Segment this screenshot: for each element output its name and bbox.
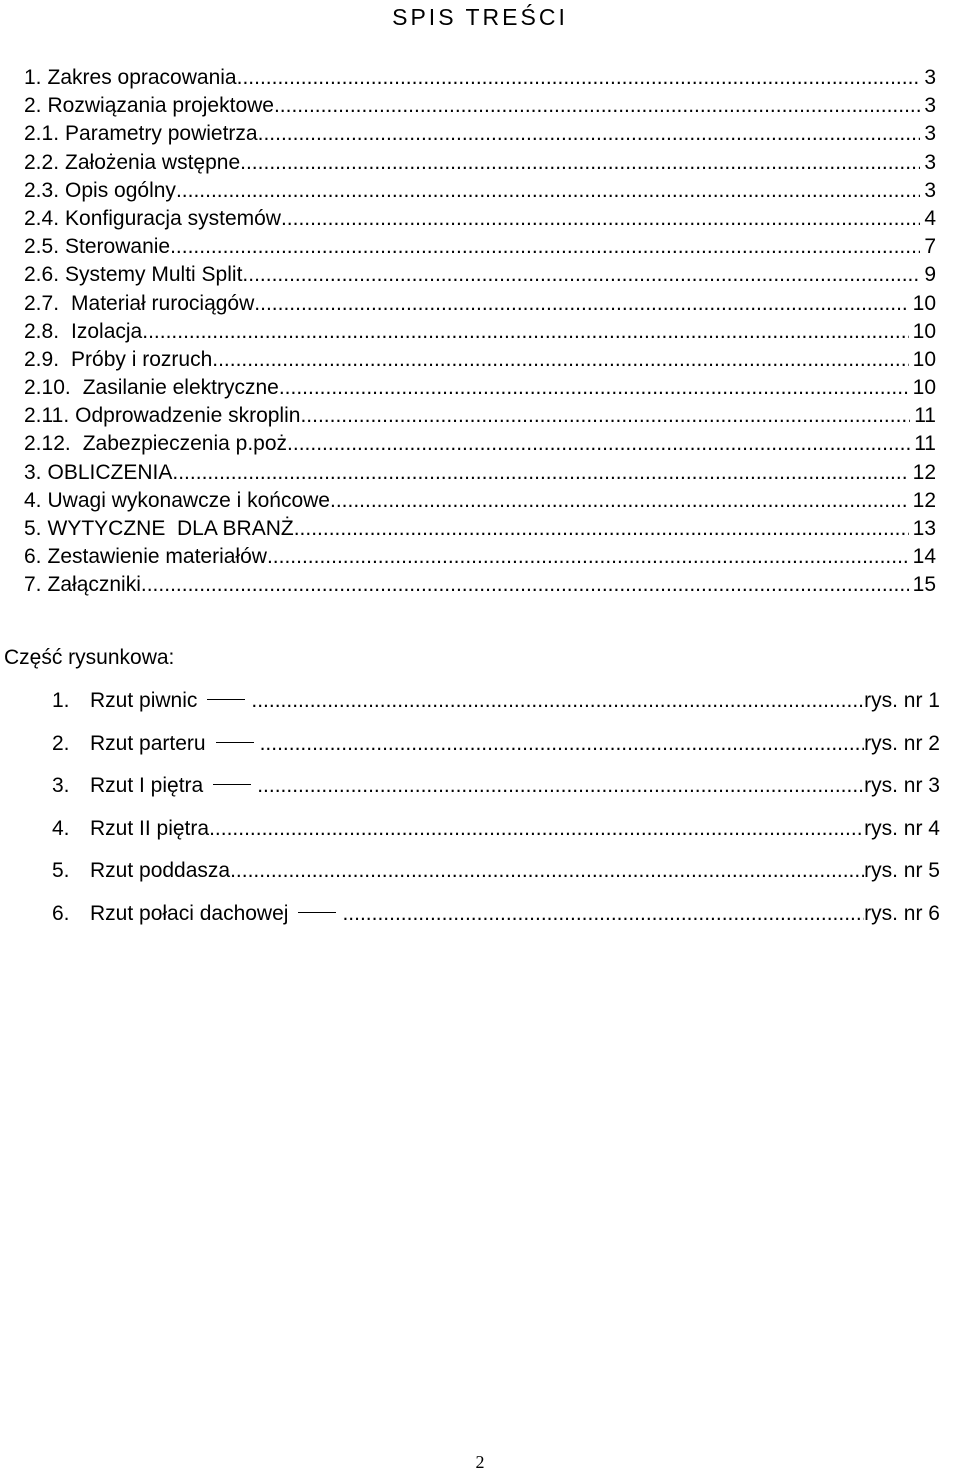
drawing-leader-dots bbox=[251, 686, 864, 716]
drawing-entry-label: Rzut parteru bbox=[90, 731, 206, 755]
toc-entry-page: 13 bbox=[912, 517, 936, 540]
toc-entry bbox=[24, 374, 960, 402]
toc-entry-page: 10 bbox=[912, 347, 936, 371]
drawing-entry-label: Rzut II piętra bbox=[90, 816, 210, 840]
toc-entry-label: Zabezpieczenia p.poż. bbox=[82, 432, 293, 456]
toc-entry-page: 10 bbox=[912, 291, 936, 315]
toc-entry-label: Odprowadzenie skroplin bbox=[75, 404, 301, 428]
toc-leader-dots bbox=[274, 92, 920, 120]
drawing-entry-ref: rys. nr 2 bbox=[864, 731, 940, 755]
drawing-leader-dots bbox=[230, 856, 864, 886]
drawing-entry-number: 3. bbox=[52, 774, 70, 798]
toc-leader-dots bbox=[141, 571, 909, 599]
toc-entry-number: 3. bbox=[24, 460, 42, 484]
drawing-entry bbox=[52, 856, 952, 899]
toc-entry-number: 2. bbox=[24, 94, 42, 118]
dash-separator bbox=[298, 912, 336, 913]
toc-entry-label: Opis ogólny bbox=[65, 178, 176, 202]
toc-entry bbox=[24, 177, 960, 205]
toc-entry-number: 2.2. bbox=[24, 150, 60, 174]
toc-entry-number: 2.11. bbox=[24, 404, 70, 428]
toc-entry-label: Systemy Multi Split bbox=[65, 263, 243, 287]
drawing-entry-ref: rys. nr 6 bbox=[864, 901, 940, 925]
toc-entry-page: 12 bbox=[912, 460, 936, 484]
dash-separator bbox=[216, 742, 254, 743]
toc-entry-page: 15 bbox=[912, 573, 936, 597]
toc-entry-number: 2.5. bbox=[24, 235, 60, 259]
toc-entry-label: Sterowanie bbox=[65, 235, 171, 259]
toc-leader-dots bbox=[170, 233, 920, 261]
toc-leader-dots bbox=[267, 543, 909, 571]
toc-leader-dots bbox=[281, 205, 920, 233]
drawing-leader-dots bbox=[342, 899, 864, 929]
drawing-entry-ref: rys. nr 5 bbox=[864, 859, 940, 883]
toc-leader-dots bbox=[330, 487, 909, 515]
toc-entry-label: Zakres opracowania bbox=[47, 66, 237, 89]
toc-entry-page: 4 bbox=[924, 206, 936, 230]
drawings-list bbox=[52, 686, 952, 942]
toc-leader-dots bbox=[212, 346, 908, 374]
toc-entry-number: 2.12. bbox=[24, 432, 71, 456]
toc-entry-number: 2.7. bbox=[24, 291, 60, 315]
toc-entry bbox=[24, 402, 960, 430]
toc-entry bbox=[24, 290, 960, 318]
dash-separator bbox=[207, 699, 245, 700]
toc-entry-page: 9 bbox=[924, 263, 936, 287]
toc-entry-number: 4. bbox=[24, 488, 42, 512]
toc-entry bbox=[24, 571, 960, 599]
toc-entry-label: Zasilanie elektryczne bbox=[82, 376, 279, 400]
toc-entry bbox=[24, 346, 960, 374]
toc-entry bbox=[24, 149, 960, 177]
toc-entry bbox=[24, 92, 960, 120]
drawing-entry-label: Rzut poddasza bbox=[90, 859, 231, 883]
toc-entry-page: 3 bbox=[924, 178, 936, 202]
drawing-entry-ref: rys. nr 1 bbox=[864, 689, 940, 712]
toc-entry-page: 10 bbox=[912, 376, 936, 400]
drawing-entry-label: Rzut I piętra bbox=[90, 774, 204, 798]
toc-leader-dots bbox=[172, 459, 908, 487]
toc-entry-label: Konfiguracja systemów bbox=[65, 206, 281, 230]
toc-leader-dots bbox=[242, 261, 920, 289]
toc-entry bbox=[24, 430, 960, 458]
toc-leader-dots bbox=[254, 290, 908, 318]
toc-entry-page: 11 bbox=[914, 432, 936, 456]
toc-entry-page: 7 bbox=[924, 235, 936, 259]
toc-entry-number: 5. bbox=[24, 517, 42, 540]
toc-leader-dots bbox=[176, 177, 920, 205]
toc-entry-label: Izolacja bbox=[71, 319, 143, 343]
toc-leader-dots bbox=[300, 402, 910, 430]
toc-entry-page: 14 bbox=[912, 545, 936, 569]
drawing-entry-number: 2. bbox=[52, 731, 70, 755]
drawing-entry bbox=[52, 771, 952, 814]
toc-entry bbox=[24, 543, 960, 571]
toc-entry-number: 1. bbox=[24, 66, 42, 89]
toc-entry-number: 6. bbox=[24, 545, 42, 569]
toc-entry bbox=[24, 515, 960, 543]
drawing-entry bbox=[52, 729, 952, 772]
toc-entry bbox=[24, 318, 960, 346]
drawing-entry-label: Rzut połaci dachowej bbox=[90, 901, 289, 925]
toc-entry-number: 2.8. bbox=[24, 319, 60, 343]
dash-separator bbox=[213, 784, 251, 785]
toc-entry-label: WYTYCZNE DLA BRANŻ bbox=[47, 517, 294, 540]
toc-entry-number: 2.6. bbox=[24, 263, 60, 287]
drawing-entry-number: 1. bbox=[52, 689, 70, 712]
toc-entry-label: OBLICZENIA bbox=[47, 460, 173, 484]
toc-entry-page: 3 bbox=[924, 150, 936, 174]
drawing-leader-dots bbox=[260, 729, 865, 759]
drawing-leader-dots bbox=[209, 814, 864, 844]
toc-entry-label: Uwagi wykonawcze i końcowe bbox=[47, 488, 330, 512]
drawing-entry-ref: rys. nr 4 bbox=[864, 816, 940, 840]
toc-entry bbox=[24, 205, 960, 233]
toc-entry-label: Parametry powietrza bbox=[65, 122, 258, 146]
drawing-entry bbox=[52, 899, 952, 942]
toc-entry bbox=[24, 233, 960, 261]
toc-entry bbox=[24, 120, 960, 148]
toc-leader-dots bbox=[294, 515, 909, 543]
page-title: SPIS TREŚCI bbox=[392, 4, 568, 30]
toc-entry bbox=[24, 459, 960, 487]
toc-entry-page: 3 bbox=[924, 66, 936, 89]
toc-entry-number: 2.3. bbox=[24, 178, 60, 202]
toc-entry-number: 2.4. bbox=[24, 206, 60, 230]
drawing-entry bbox=[52, 814, 952, 857]
drawing-entry-number: 4. bbox=[52, 816, 70, 840]
toc-entry-page: 3 bbox=[924, 94, 936, 118]
drawing-leader-dots bbox=[257, 771, 864, 801]
toc-entry-label: Załączniki bbox=[47, 573, 141, 597]
drawing-entry-ref: rys. nr 3 bbox=[864, 774, 940, 798]
drawing-entry bbox=[52, 686, 952, 729]
toc-leader-dots bbox=[240, 149, 920, 177]
toc-entry bbox=[24, 64, 960, 92]
toc-leader-dots bbox=[258, 120, 921, 148]
toc-entry-number: 2.1. bbox=[24, 122, 60, 146]
toc-leader-dots bbox=[279, 374, 909, 402]
toc-entry-page: 3 bbox=[924, 122, 936, 146]
toc-entry-label: Próby i rozruch bbox=[71, 347, 213, 371]
toc-entry bbox=[24, 261, 960, 289]
table-of-contents bbox=[24, 64, 960, 600]
drawing-entry-number: 6. bbox=[52, 901, 70, 925]
toc-leader-dots bbox=[293, 430, 910, 458]
toc-entry-number: 2.10. bbox=[24, 376, 71, 400]
page-number: 2 bbox=[475, 1452, 485, 1472]
toc-entry-label: Rozwiązania projektowe bbox=[47, 94, 274, 118]
toc-entry-page: 12 bbox=[912, 488, 936, 512]
toc-entry-page: 10 bbox=[912, 319, 936, 343]
drawing-entry-label: Rzut piwnic bbox=[90, 689, 198, 712]
drawings-heading: Część rysunkowa: bbox=[4, 646, 175, 669]
toc-entry-number: 7. bbox=[24, 573, 42, 597]
toc-entry-label: Założenia wstępne bbox=[65, 150, 241, 174]
toc-entry-number: 2.9. bbox=[24, 347, 60, 371]
toc-entry-page: 11 bbox=[914, 404, 936, 428]
toc-leader-dots bbox=[142, 318, 908, 346]
toc-entry-label: Zestawienie materiałów bbox=[47, 545, 267, 569]
toc-leader-dots bbox=[237, 64, 921, 92]
toc-entry bbox=[24, 487, 960, 515]
toc-entry-label: Materiał rurociągów bbox=[71, 291, 255, 315]
drawing-entry-number: 5. bbox=[52, 859, 70, 883]
